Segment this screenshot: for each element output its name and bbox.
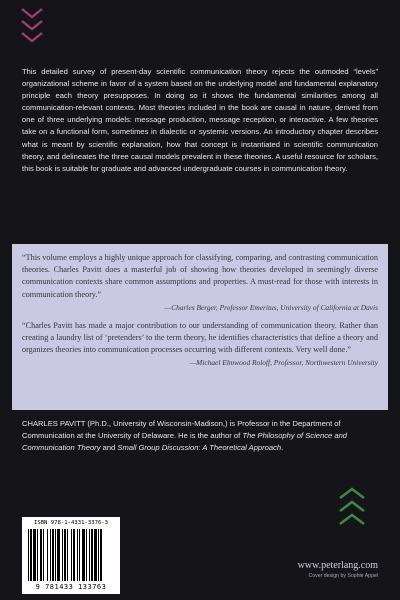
triple-chevron-down-icon [20, 6, 44, 46]
book-description: This detailed survey of present-day scientific communication theory rejects the outmoded “levels” organizational scheme in favor of a system based on the underlying model and fundamental explanatory principle each theory presupposes. In doing so it shows the fundamental similarities among all communication-relevant contexts. Most theories included in the book are causal in nature, derived from one of three underlying models: message production, message reception, or interactive. A few theories take on a functional form, sometimes in dialectic or systemic versions. An introductory chapter describes what is meant by scientific explanation, how that concept is instantiated in scientific communication theory, and delineates the three causal models prevalent in these theories. A useful resource for scholars, this book is suitable for graduate and advanced undergraduate courses in communication theory. [22, 67, 378, 173]
barcode-digits: 9 781433 133763 [35, 583, 107, 591]
triple-chevron-up-icon [338, 486, 366, 530]
publisher-website: www.peterlang.com [297, 560, 378, 571]
author-bio [22, 418, 380, 454]
author-bio-text: CHARLES PAVITT (Ph.D., University of Wisconsin-Madison,) is Professor in the Department of Communication at the University of Delaware. He is the author of [22, 419, 341, 441]
author-bio-end: . [281, 443, 284, 453]
isbn-label: ISBN 978-1-4331-3376-3 [33, 520, 109, 526]
isbn-barcode [22, 517, 120, 594]
review-quote-2: “Charles Pavitt has made a major contribution to our understanding of communication theory. Rather than creating a laundry list of ‘pretenders’ to the term theory, he identifies characteristics that define a theory and organizes theories into communication processes occurring with different contexts. Very well done.” [22, 320, 378, 355]
review-attribution-1: —Charles Berger, Professor Emeritus, University of California at Davis [164, 302, 378, 312]
review-quotes-panel [12, 244, 388, 410]
book-title-small-group: Small Group Discussion: A Theoretical Approach [117, 443, 282, 453]
author-bio-conj: and [100, 443, 118, 453]
design-credit: Cover design by Sophie Appel [308, 573, 378, 579]
book-title-philosophy: The Philosophy of Science and Communication Theory [22, 431, 348, 453]
barcode-bars [28, 529, 114, 583]
review-quote-1: “This volume employs a highly unique approach for classifying, comparing, and contrasting communication theories. Charles Pavitt does a masterful job of showing how theories developed in seemingly diverse communication contexts share common assumptions and properties. A must-read for those with interests in communication theory.” [22, 253, 378, 299]
review-attribution-2: —Michael Elmwood Roloff, Professor, Northwestern University [189, 358, 378, 368]
